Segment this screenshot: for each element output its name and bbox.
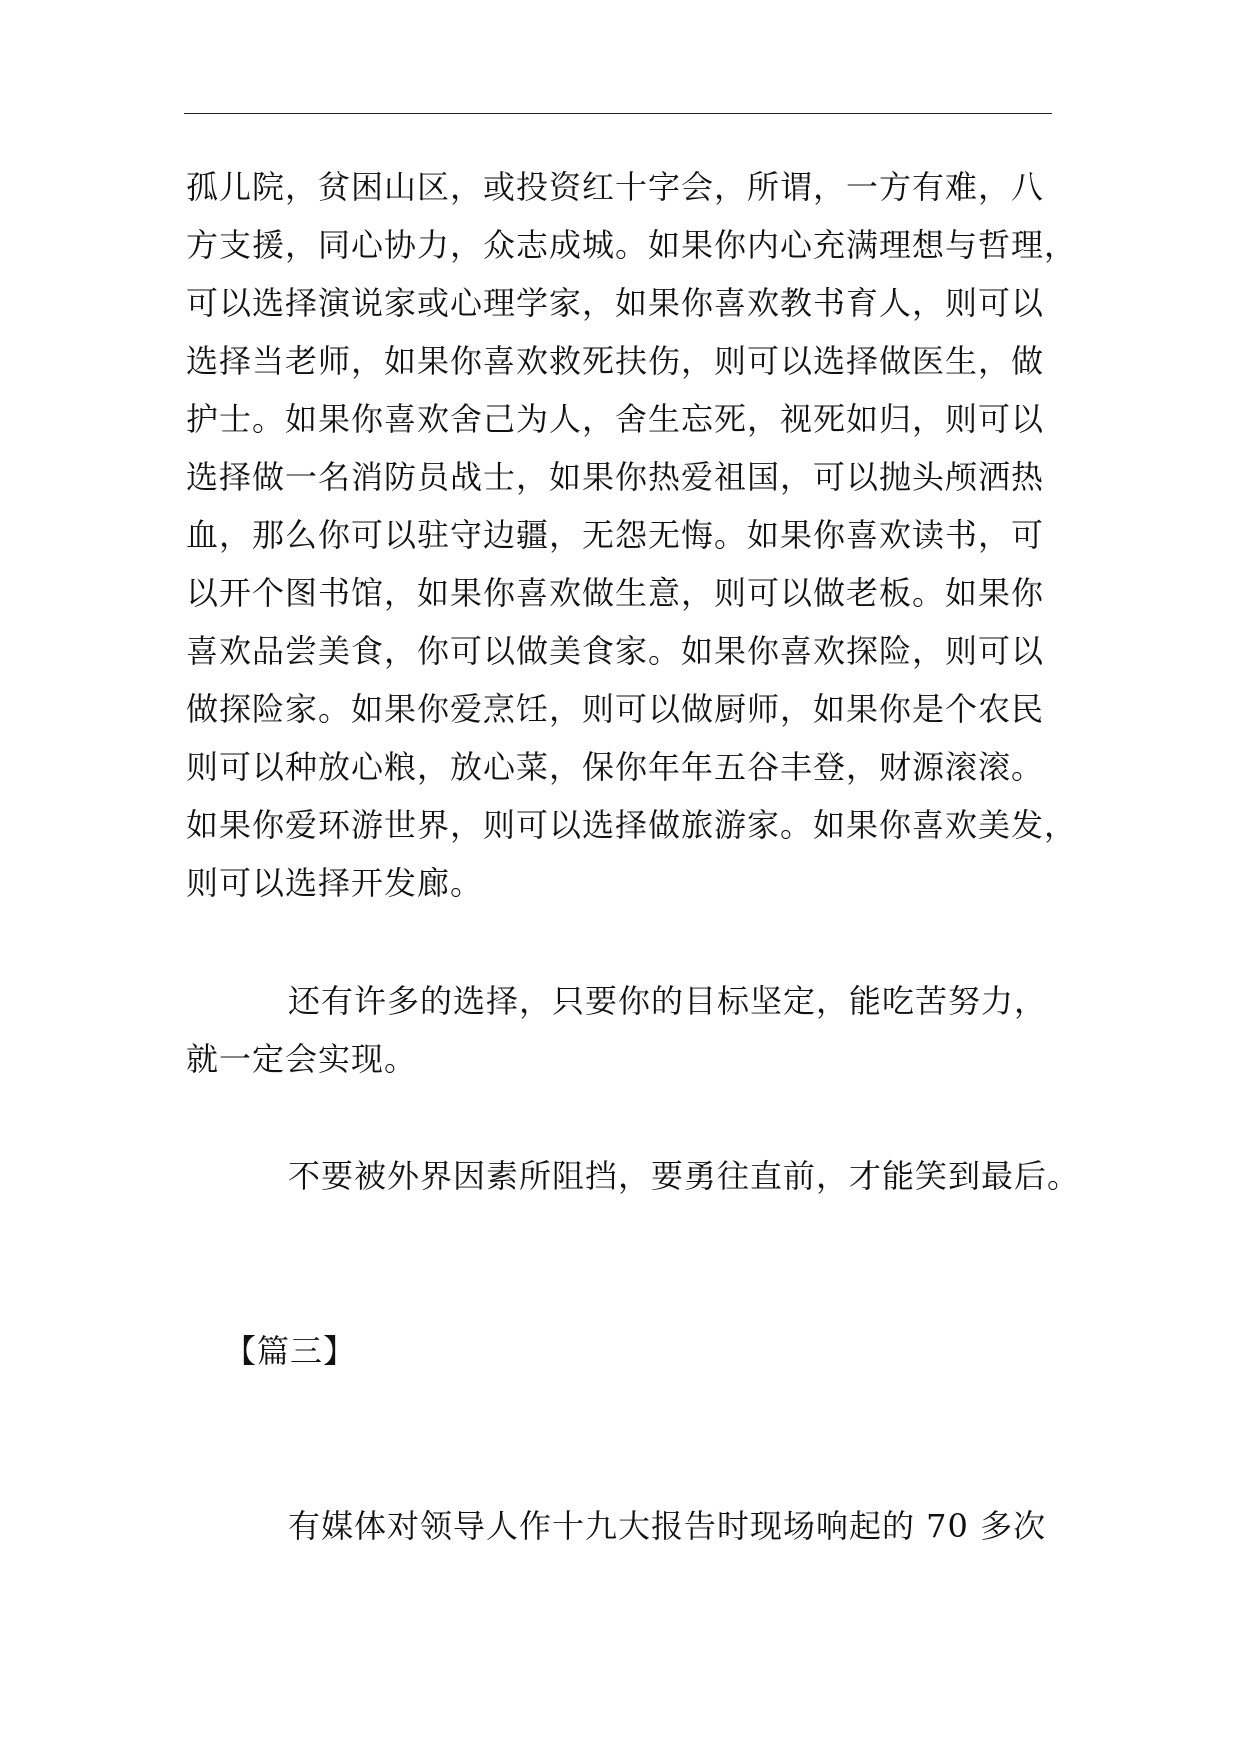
paragraph-line: 喜欢品尝美食，你可以做美食家。如果你喜欢探险，则可以 xyxy=(186,632,1045,670)
paragraph-line: 选择当老师，如果你喜欢救死扶伤，则可以选择做医生，做 xyxy=(186,342,1045,380)
section-heading: 【篇三】 xyxy=(224,1332,357,1370)
paragraph-line: 还有许多的选择，只要你的目标坚定，能吃苦努力， xyxy=(288,982,1048,1020)
paragraph-line: 就一定会实现。 xyxy=(186,1040,418,1078)
paragraph-line: 孤儿院，贫困山区，或投资红十字会，所谓，一方有难，八 xyxy=(186,168,1045,206)
paragraph-line: 有媒体对领导人作十九大报告时现场响起的 70 多次 xyxy=(288,1507,1047,1545)
paragraph-line: 选择做一名消防员战士，如果你热爱祖国，可以抛头颅洒热 xyxy=(186,458,1045,496)
paragraph-line: 血，那么你可以驻守边疆，无怨无悔。如果你喜欢读书，可 xyxy=(186,516,1045,554)
paragraph-line: 如果你爱环游世界，则可以选择做旅游家。如果你喜欢美发， xyxy=(186,806,1078,844)
paragraph-line: 可以选择演说家或心理学家，如果你喜欢教书育人，则可以 xyxy=(186,284,1045,322)
paragraph-line: 则可以选择开发廊。 xyxy=(186,864,484,902)
paragraph-line: 以开个图书馆，如果你喜欢做生意，则可以做老板。如果你 xyxy=(186,574,1045,612)
paragraph-line: 护士。如果你喜欢舍己为人，舍生忘死，视死如归，则可以 xyxy=(186,400,1045,438)
paragraph-line: 则可以种放心粮，放心菜，保你年年五谷丰登，财源滚滚。 xyxy=(186,748,1045,786)
paragraph-line: 不要被外界因素所阻挡，要勇往直前，才能笑到最后。 xyxy=(288,1157,1081,1195)
paragraph-line: 做探险家。如果你爱烹饪，则可以做厨师，如果你是个农民 xyxy=(186,690,1045,728)
header-rule xyxy=(184,113,1052,114)
paragraph-line: 方支援，同心协力，众志成城。如果你内心充满理想与哲理， xyxy=(186,226,1078,264)
